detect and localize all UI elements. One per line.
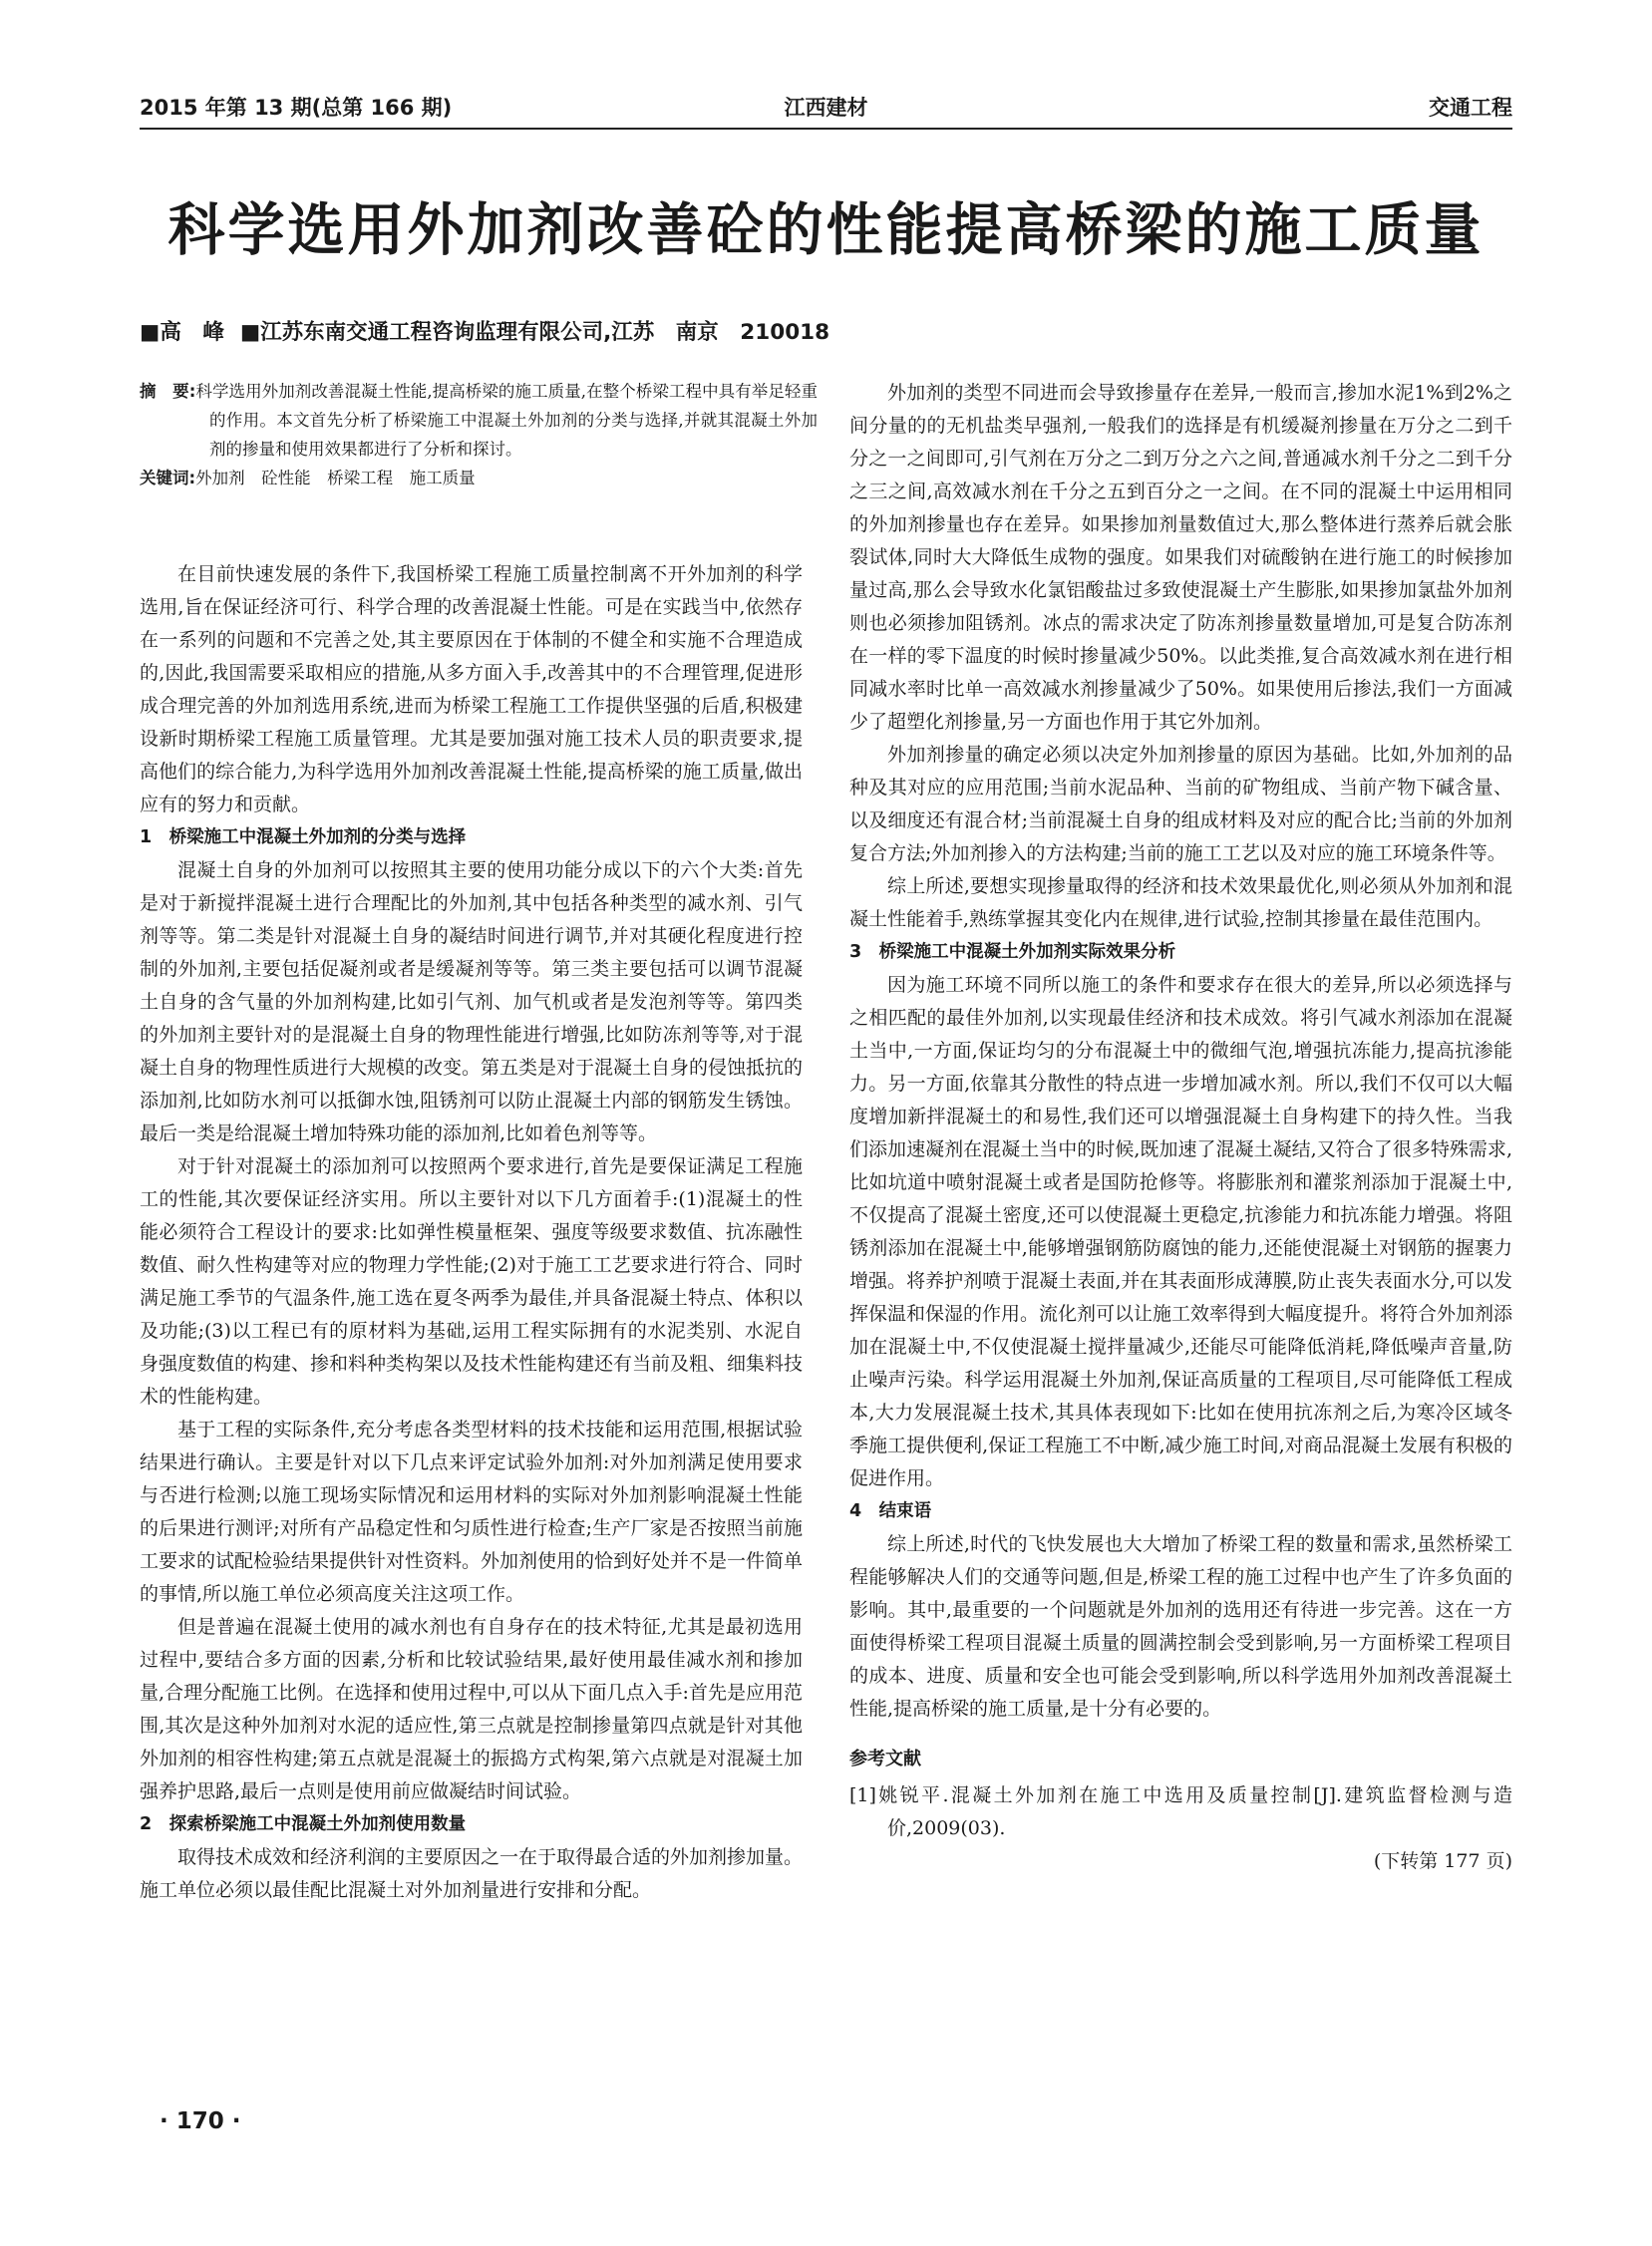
section-2-heading: 2 探索桥梁施工中混凝土外加剂使用数量 xyxy=(140,1814,467,1834)
journal-name: 江西建材 xyxy=(784,96,868,120)
references-heading: 参考文献 xyxy=(849,1749,921,1769)
section-3-paragraph-1: 因为施工环境不同所以施工的条件和要求存在很大的差异,所以必须选择与之相匹配的最佳外加剂,以实现最佳经济和技术成效。将引气减水剂添加在混凝土当中,一方面,保证均匀的分布混凝土中的微细气泡,增强抗冻能力,提高抗渗能力。另一方面,依靠其分散性的特点进一步增加减水剂。所以,我们不仅可以大幅度增加新拌混凝土的和易性,我们还可以增强混凝土自身构建下的持久性。当我们添加速凝剂在混凝土当中的时候,既加速了混凝土凝结,又符合了很多特殊需求,比如坑道中喷射混凝土或者是国防抢修等。将膨胀剂和灌浆剂添加于混凝土中,不仅提高了混凝土密度,还可以使混凝土更稳定,抗渗能力和抗冻能力增强。将阻锈剂添加在混凝土中,能够增强钢筋防腐蚀的能力,还能使混凝土对钢筋的握裹力增强。将养护剂喷于混凝土表面,并在其表面形成薄膜,防止丧失表面水分,可以发挥保温和保湿的作用。流化剂可以让施工效率得到大幅度提升。将符合外加剂添加在混凝土中,不仅使混凝土搅拌量减少,还能尽可能降低消耗,降低噪声音量,防止噪声污染。科学运用混凝土外加剂,保证高质量的工程项目,尽可能降低工程成本,大力发展混凝土技术,其具体表现如下:比如在使用抗冻剂之后,为寒冷区域冬季施工提供便利,保证工程施工不中断,减少施工时间,对商品混凝土发展有积极的促进作用。 xyxy=(849,974,1513,1489)
keywords xyxy=(140,464,818,492)
right-column xyxy=(849,377,1512,1878)
abstract-label: 摘 要: xyxy=(140,382,196,401)
section-2-paragraph-2: 外加剂的类型不同进而会导致掺量存在差异,一般而言,掺加水泥1%到2%之间分量的的无机盐类早强剂,一般我们的选择是有机缓凝剂掺量在万分之二到千分之一之间即可,引气剂在万分之二到万分之六之间,普通减水剂千分之二到千分之三之间,高效减水剂在千分之五到百分之一之间。在不同的混凝土中运用相同的外加剂掺量也存在差异。如果掺加剂量数值过大,那么整体进行蒸养后就会胀裂试体,同时大大降低生成物的强度。如果我们对硫酸钠在进行施工的时候掺加量过高,那么会导致水化氯铝酸盐过多致使混凝土产生膨胀,如果掺加氯盐外加剂则也必须掺加阻锈剂。冰点的需求决定了防冻剂掺量数量增加,可是复合防冻剂在一样的零下温度的时候时掺量减少50%。以此类推,复合高效减水剂在进行相同减水率时比单一高效减水剂掺量减少了50%。如果使用后掺法,我们一方面减少了超塑化剂掺量,另一方面也作用于其它外加剂。 xyxy=(849,382,1512,733)
intro-paragraph: 在目前快速发展的条件下,我国桥梁工程施工质量控制离不开外加剂的科学选用,旨在保证经济可行、科学合理的改善混凝土性能。可是在实践当中,依然存在一系列的问题和不完善之处,其主要原因在于体制的不健全和实施不合理造成的,因此,我国需要采取相应的措施,从多方面入手,改善其中的不合理管理,促进形成合理完善的外加剂选用系统,进而为桥梁工程施工工作提供坚强的后盾,积极建设新时期桥梁工程施工质量管理。尤其是要加强对施工技术人员的职责要求,提高他们的综合能力,为科学选用外加剂改善混凝土性能,提高桥梁的施工质量,做出应有的努力和贡献。 xyxy=(140,563,803,815)
issue-info: 2015 年第 13 期(总第 166 期) xyxy=(140,96,453,120)
author-line xyxy=(140,315,829,346)
running-header xyxy=(140,92,1512,126)
left-column xyxy=(140,558,803,1907)
section-2-paragraph-1: 取得技术成效和经济利润的主要原因之一在于取得最合适的外加剂掺加量。施工单位必须以最佳配比混凝土对外加剂量进行安排和分配。 xyxy=(140,1846,804,1901)
section-4-heading: 4 结束语 xyxy=(849,1501,932,1521)
page-number: · 170 · xyxy=(160,2108,241,2134)
section-1-paragraph-3: 基于工程的实际条件,充分考虑各类型材料的技术技能和运用范围,根据试验结果进行确认。主要是针对以下几点来评定试验外加剂:对外加剂满足使用要求与否进行检测;以施工现场实际情况和运用材料的实际对外加剂影响混凝土性能的后果进行测评;对所有产品稳定性和匀质性进行检查;生产厂家是否按照当前施工要求的试配检验结果提供针对性资料。外加剂使用的恰到好处并不是一件简单的事情,所以施工单位必须高度关注这项工作。 xyxy=(140,1419,804,1605)
keywords-label: 关键词: xyxy=(140,469,196,487)
reference-item: [1]姚锐平.混凝土外加剂在施工中选用及质量控制[J].建筑监督检测与造价,2009(03). xyxy=(849,1784,1512,1839)
section-1-paragraph-1: 混凝土自身的外加剂可以按照其主要的使用功能分成以下的六个大类:首先是对于新搅拌混凝土进行合理配比的外加剂,其中包括各种类型的减水剂、引气剂等等。第二类是针对混凝土自身的凝结时间进行调节,并对其硬化程度进行控制的外加剂,主要包括促凝剂或者是缓凝剂等等。第三类主要包括可以调节混凝土自身的含气量的外加剂构建,比如引气剂、加气机或者是发泡剂等等。第四类的外加剂主要针对的是混凝土自身的物理性能进行增强,比如防冻剂等等,对于混凝土自身的物理性质进行大规模的改变。第五类是对于混凝土自身的侵蚀抵抗的添加剂,比如防水剂可以抵御水蚀,阻锈剂可以防止混凝土内部的钢筋发生锈蚀。最后一类是给混凝土增加特殊功能的添加剂,比如着色剂等等。 xyxy=(140,859,804,1144)
author-affiliation: ■江苏东南交通工程咨询监理有限公司,江苏 南京 210018 xyxy=(239,320,830,345)
section-4-paragraph-1: 综上所述,时代的飞快发展也大大增加了桥梁工程的数量和需求,虽然桥梁工程能够解决人们的交通等问题,但是,桥梁工程的施工过程中也产生了许多负面的影响。其中,最重要的一个问题就是外加剂的选用还有待进一步完善。这在一方面使得桥梁工程项目混凝土质量的圆满控制会受到影响,另一方面桥梁工程项目的成本、进度、质量和安全也可能会受到影响,所以科学选用外加剂改善混凝土性能,提高桥梁的施工质量,是十分有必要的。 xyxy=(849,1533,1512,1720)
author-name: ■高 峰 xyxy=(140,320,224,345)
keywords-text: 外加剂 砼性能 桥梁工程 施工质量 xyxy=(195,469,476,487)
continued-note: (下转第 177 页) xyxy=(1373,1850,1512,1872)
header-rule xyxy=(140,128,1512,130)
section-2-paragraph-4: 综上所述,要想实现掺量取得的经济和技术效果最优化,则必须从外加剂和混凝土性能着手,熟练掌握其变化内在规律,进行试验,控制其掺量在最佳范围内。 xyxy=(849,875,1512,930)
abstract xyxy=(140,377,818,464)
section-name: 交通工程 xyxy=(1429,96,1512,120)
section-3-heading: 3 桥梁施工中混凝土外加剂实际效果分析 xyxy=(849,942,1176,962)
section-2-paragraph-3: 外加剂掺量的确定必须以决定外加剂掺量的原因为基础。比如,外加剂的品种及其对应的应用范围;当前水泥品种、当前的矿物组成、当前产物下碱含量、以及细度还有混合材;当前混凝土自身的组成材料及对应的配合比;当前的外加剂复合方法;外加剂掺入的方法构建;当前的施工工艺以及对应的施工环境条件等。 xyxy=(849,744,1512,864)
section-1-heading: 1 桥梁施工中混凝土外加剂的分类与选择 xyxy=(140,827,467,847)
section-1-paragraph-2: 对于针对混凝土的添加剂可以按照两个要求进行,首先是要保证满足工程施工的性能,其次要保证经济实用。所以主要针对以下几方面着手:(1)混凝土的性能必须符合工程设计的要求:比如弹性模量框架、强度等级要求数值、抗冻融性数值、耐久性构建等对应的物理力学性能;(2)对于施工工艺要求进行符合、同时满足施工季节的气温条件,施工选在夏冬两季为最佳,并具备混凝土特点、体积以及功能;(3)以工程已有的原材料为基础,运用工程实际拥有的水泥类别、水泥自身强度数值的构建、掺和料种类构架以及技术性能构建还有当前及粗、细集料技术的性能构建。 xyxy=(140,1155,804,1408)
abstract-block xyxy=(140,377,818,492)
abstract-text: 科学选用外加剂改善混凝土性能,提高桥梁的施工质量,在整个桥梁工程中具有举足轻重的作用。本文首先分析了桥梁施工中混凝土外加剂的分类与选择,并就其混凝土外加剂的掺量和使用效果都进行了分析和探讨。 xyxy=(195,382,818,459)
article-title: 科学选用外加剂改善砼的性能提高桥梁的施工质量 xyxy=(167,197,1485,263)
references-list xyxy=(849,1779,1512,1878)
section-1-paragraph-4: 但是普遍在混凝土使用的减水剂也有自身存在的技术特征,尤其是最初选用过程中,要结合多方面的因素,分析和比较试验结果,最好使用最佳减水剂和掺加量,合理分配施工比例。在选择和使用过程中,可以从下面几点入手:首先是应用范围,其次是这种外加剂对水泥的适应性,第三点就是控制掺量第四点就是针对其他外加剂的相容性构建;第五点就是混凝土的振捣方式构架,第六点就是对混凝土加强养护思路,最后一点则是使用前应做凝结时间试验。 xyxy=(140,1616,803,1802)
